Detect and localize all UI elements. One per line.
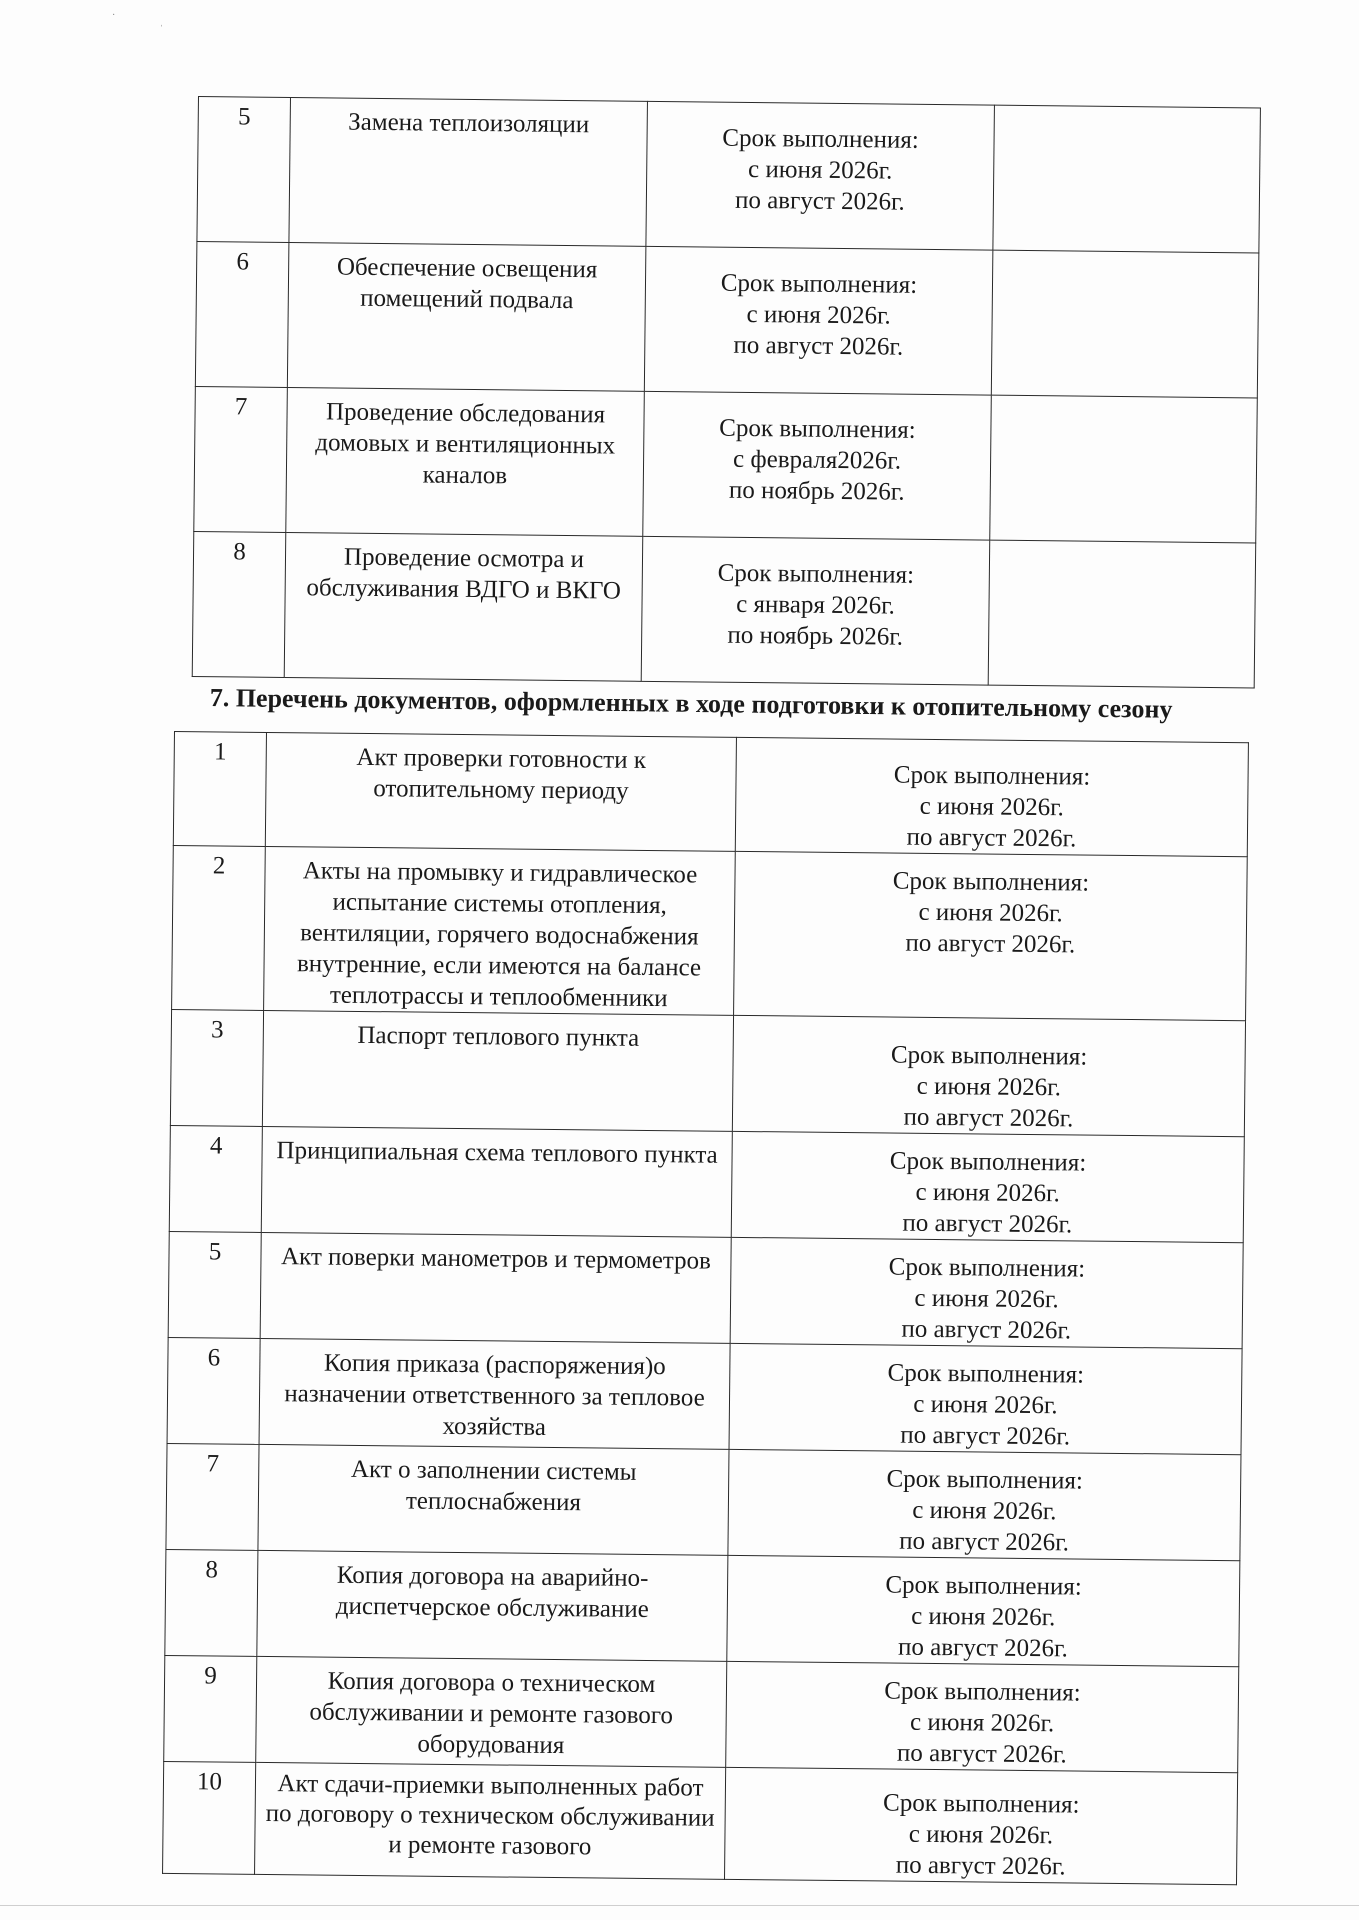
document-name: Копия договора на аварийно-диспетчерское обслуживание: [257, 1550, 728, 1661]
table-row: [164, 1655, 1239, 1772]
document-term: Срок выполнения: с июня 2026г. по август 2026г.: [725, 1767, 1238, 1884]
row-number: 6: [167, 1337, 260, 1444]
document-name: Акт о заполнении системы теплоснабжения: [258, 1444, 729, 1555]
row-number: 10: [163, 1761, 256, 1874]
scan-speck: ˈ: [160, 24, 164, 35]
table-row: [167, 1337, 1242, 1454]
document-name: Акт проверки готовности к отопительному периоду: [265, 732, 736, 851]
document-name: Копия договора о техническом обслуживании и ремонте газового оборудования: [256, 1656, 727, 1767]
document-term: Срок выполнения: с июня 2026г. по август 2026г.: [734, 851, 1248, 1020]
document-name: Копия приказа (распоряжения)о назначении ответственного за тепловое хозяйства: [259, 1338, 730, 1449]
table-row: [195, 241, 1259, 397]
document-term: Срок выполнения: с июня 2026г. по август 2026г.: [727, 1555, 1240, 1666]
document-term: Срок выполнения: с июня 2026г. по август 2026г.: [726, 1661, 1239, 1772]
section-heading: 7. Перечень документов, оформленных в ходе подготовки к отопительному сезону: [209, 682, 1173, 724]
table-row: [173, 732, 1248, 857]
row-number: 7: [166, 1443, 259, 1550]
row-number: 1: [173, 732, 266, 847]
table-row: [163, 1761, 1238, 1884]
document-name: Паспорт теплового пункта: [262, 1010, 733, 1131]
work-term: Срок выполнения: с февраля2026г. по ноябрь 2026г.: [643, 391, 992, 540]
work-term: Срок выполнения: с января 2026г. по ноябрь 2026г.: [641, 536, 990, 685]
work-name: Проведение обследования домовых и вентиляционных каналов: [286, 387, 645, 536]
table-row: [170, 1009, 1245, 1136]
work-name: Проведение осмотра и обслуживания ВДГО и ВКГО: [284, 532, 643, 681]
work-name: Замена теплоизоляции: [289, 98, 648, 247]
empty-cell: [991, 250, 1259, 398]
row-number: 5: [168, 1231, 261, 1338]
row-number: 8: [192, 531, 286, 677]
scan-speck: ·: [112, 10, 116, 21]
work-term: Срок выполнения: с июня 2026г. по август 2026г.: [644, 246, 993, 395]
table-row: [168, 1231, 1243, 1348]
table-row: [192, 531, 1256, 687]
empty-cell: [990, 395, 1258, 543]
document-term: Срок выполнения: с июня 2026г. по август 2026г.: [735, 737, 1248, 856]
document-term: Срок выполнения: с июня 2026г. по август 2026г.: [732, 1015, 1245, 1136]
works-table-continuation: [192, 96, 1261, 688]
document-name: Акт сдачи-приемки выполненных работ по договору о техническом обслуживании и ремонте газового: [255, 1762, 726, 1879]
scan-edge-line: [0, 1905, 1359, 1906]
work-name: Обеспечение освещения помещений подвала: [287, 242, 646, 391]
document-term: Срок выполнения: с июня 2026г. по август 2026г.: [729, 1343, 1242, 1454]
row-number: 4: [169, 1125, 262, 1232]
work-term: Срок выполнения: с июня 2026г. по август 2026г.: [646, 101, 995, 250]
empty-cell: [993, 105, 1261, 253]
table-row: [165, 1549, 1240, 1666]
document-term: Срок выполнения: с июня 2026г. по август 2026г.: [730, 1237, 1243, 1348]
table-row: [194, 386, 1258, 542]
table-row: [169, 1125, 1244, 1242]
table-row: [166, 1443, 1241, 1560]
row-number: 2: [172, 845, 266, 1010]
document-name: Принципиальная схема теплового пункта: [261, 1126, 732, 1237]
document-name: Акт поверки манометров и термометров: [260, 1232, 731, 1343]
documents-table: [162, 731, 1249, 1885]
row-number: 3: [170, 1009, 263, 1126]
document-term: Срок выполнения: с июня 2026г. по август 2026г.: [731, 1131, 1244, 1242]
table-row: [197, 97, 1261, 253]
row-number: 8: [165, 1549, 258, 1656]
document-name: Акты на промывку и гидравлическое испытание системы отопления, вентиляции, горячего водоснабжения внутренние, если имеются на балансе теплотрассы и теплообменники: [264, 846, 736, 1015]
row-number: 5: [197, 97, 291, 243]
row-number: 9: [164, 1655, 257, 1762]
row-number: 6: [195, 241, 289, 387]
row-number: 7: [194, 386, 288, 532]
document-term: Срок выполнения: с июня 2026г. по август 2026г.: [728, 1449, 1241, 1560]
table-row: [172, 845, 1248, 1020]
empty-cell: [988, 540, 1256, 688]
